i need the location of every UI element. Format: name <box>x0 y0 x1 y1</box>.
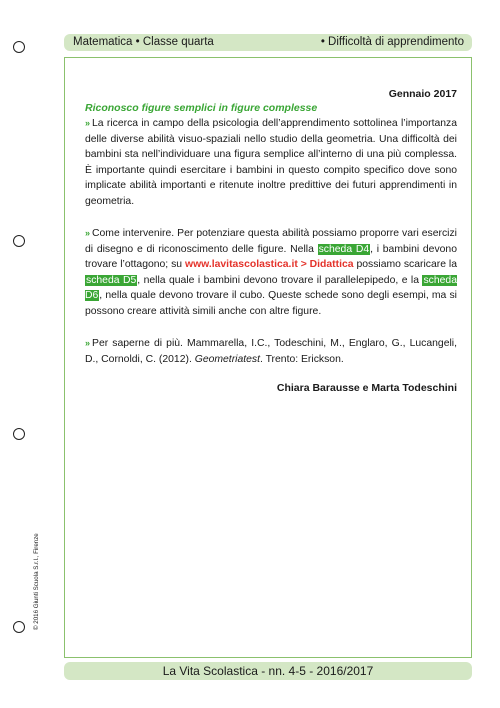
intervene-text-2: , i bambini devono trovare l’ottagono; su <box>85 243 457 270</box>
date: Gennaio 2017 <box>388 88 457 100</box>
binder-hole-4 <box>13 621 25 633</box>
references-text-2: . Trento: Erickson. <box>260 353 344 365</box>
intervene-text-1: . Per potenziare questa abilità possiamo proporre vari esercizi di disegno e di riconoscimento delle figure. Nella <box>85 228 457 255</box>
copyright-note: © 2016 Giunti Scuola S.r.l., Firenze <box>33 533 40 630</box>
intervene-text-3: possiamo scaricare la <box>353 259 457 270</box>
binder-hole-3 <box>13 428 25 440</box>
paragraph-intro <box>85 116 457 209</box>
intervene-lead: Come intervenire <box>92 228 172 239</box>
scheda-d5-label[interactable]: scheda D5 <box>86 274 137 286</box>
binder-hole-1 <box>13 41 25 53</box>
arrow-bullet-icon: » <box>85 228 91 238</box>
intervene-text-5: , nella quale devono trovare il cubo. Queste schede sono degli esempi, ma si possono creare attività simili anche con altre figure. <box>85 290 457 317</box>
content-frame <box>64 57 472 658</box>
header-topic: • Difficoltà di apprendimento <box>320 36 464 48</box>
authors: Chiara Barausse e Marta Todeschini <box>276 382 457 394</box>
footer-band: La Vita Scolastica - nn. 4-5 - 2016/2017 <box>64 662 472 680</box>
arrow-bullet-icon: » <box>85 118 91 128</box>
arrow-bullet-icon: » <box>85 338 91 348</box>
scheda-d4-label[interactable]: scheda D4 <box>318 243 370 255</box>
intervene-text-4: , nella quale i bambini devono trovare il parallelepipedo, e la <box>137 274 423 286</box>
article <box>85 88 457 394</box>
article-title: Riconosco figure semplici in figure complesse <box>85 102 318 114</box>
references-lead: Per saperne di più <box>92 338 181 349</box>
header-subject: Matematica • Classe quarta <box>73 36 214 48</box>
binder-hole-2 <box>13 235 25 247</box>
intro-text: La ricerca in campo della psicologia dell’apprendimento sottolinea l’importanza delle diverse abilità visuo-spaziali nello studio della geometria. Una difficoltà dei bambini sta nell’individuare una figura semplice all’interno di una più complessa. È importante quindi esercitare i bambini in questo compito specifico dove sono implicate abilità importanti e ritenute inoltre predittive dei futuri apprendimenti in geometria. <box>85 118 457 207</box>
header-band <box>64 34 472 51</box>
paragraph-intervene <box>85 226 457 319</box>
references-text-1: . Mammarella, I.C., Todeschini, M., Englaro, G., Lucangeli, D., Cornoldi, C. (2012). <box>85 338 457 365</box>
paragraph-references <box>85 336 457 367</box>
scheda-d6-label[interactable]: scheda D6 <box>85 274 457 301</box>
website-link[interactable]: www.lavitascolastica.it > Didattica <box>184 259 354 270</box>
book-title: Geometriatest <box>194 353 260 365</box>
